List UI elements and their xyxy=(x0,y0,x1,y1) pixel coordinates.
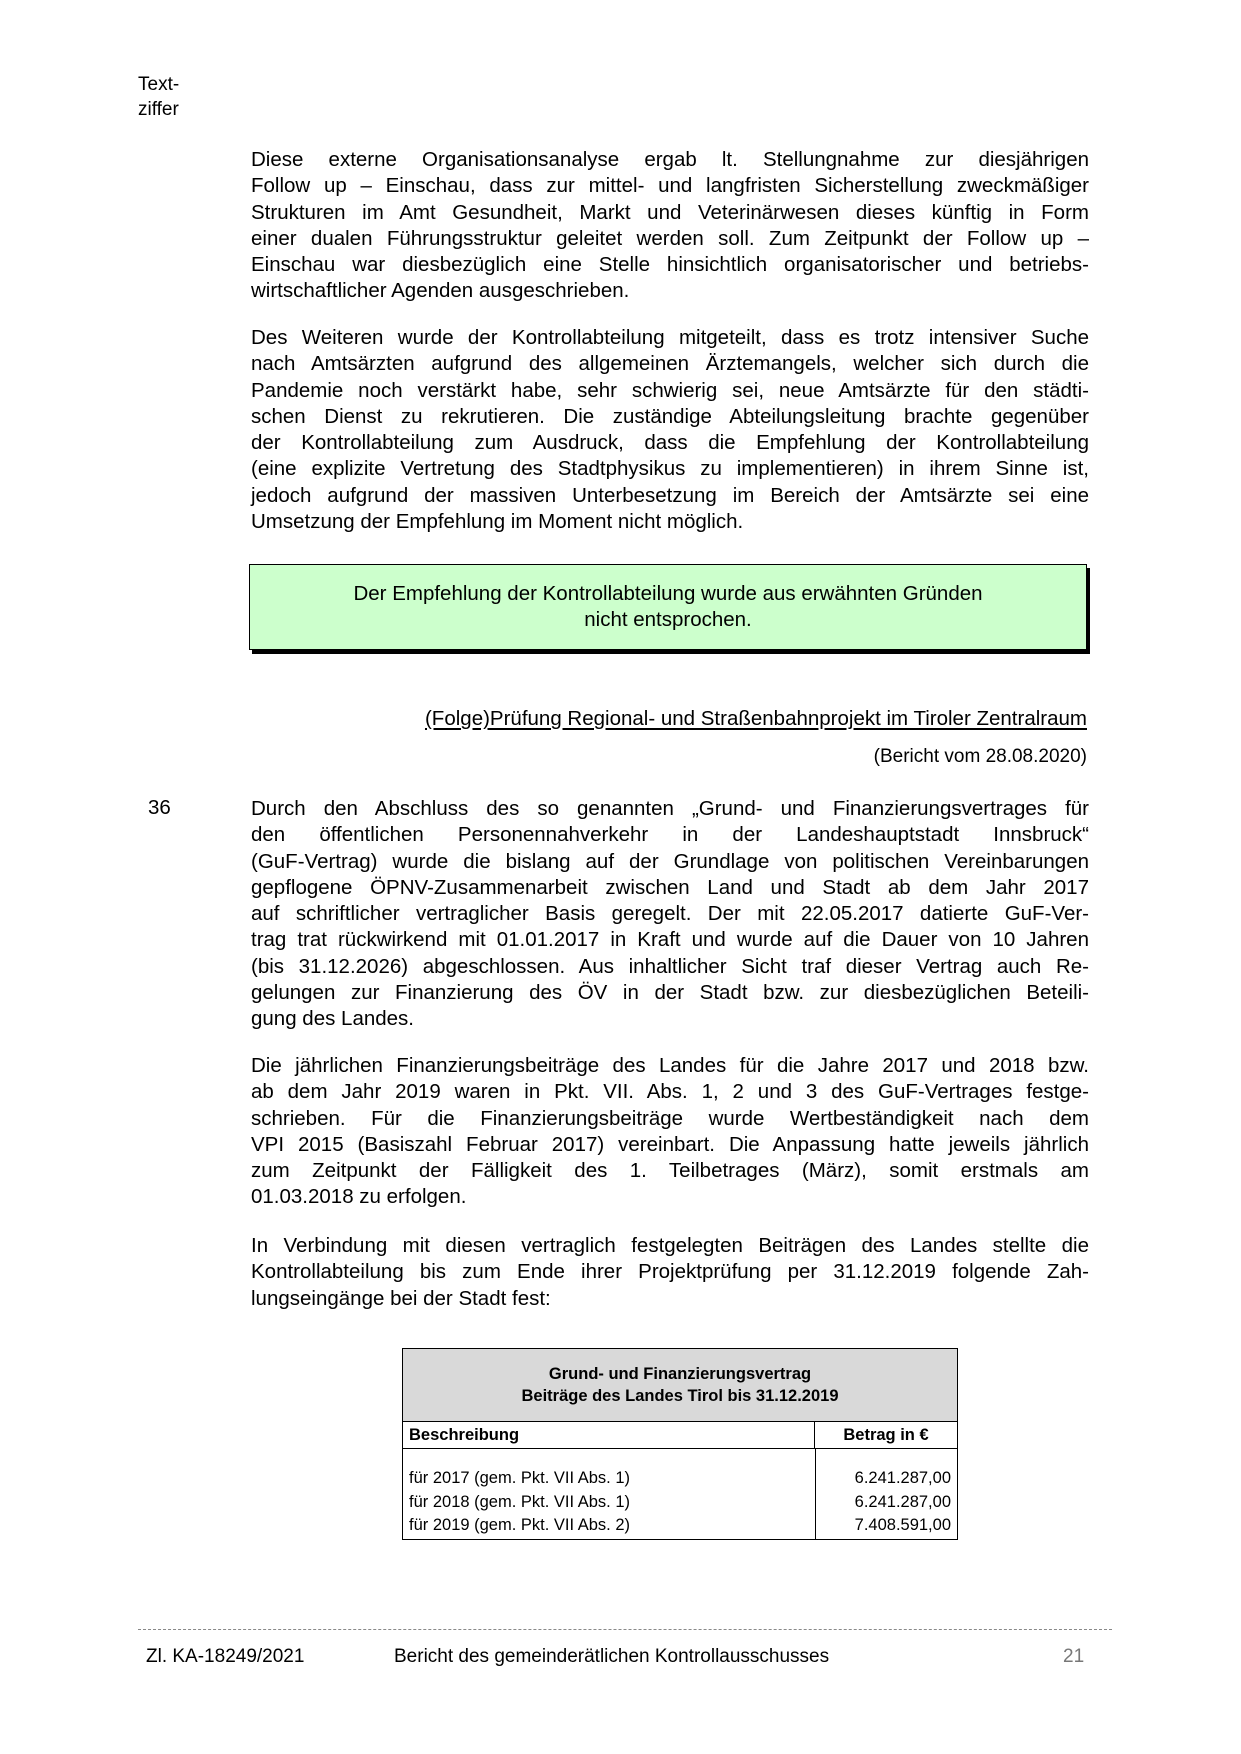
column-header-description: Beschreibung xyxy=(409,1426,520,1444)
table-cell-amount: 6.241.287,00 xyxy=(854,1492,951,1511)
table-header-row xyxy=(403,1422,957,1449)
text-line: In Verbindung mit diesen vertraglich festgelegten Beiträgen des Landes stellte die xyxy=(251,1234,1089,1257)
text-line: Die jährlichen Finanzierungsbeiträge des Landes für die Jahre 2017 und 2018 bzw. xyxy=(251,1054,1089,1077)
text-line: trag trat rückwirkend mit 01.01.2017 in Kraft und wurde auf die Dauer von 10 Jahren xyxy=(251,928,1089,952)
text-line: auf schriftlicher vertraglicher Basis geregelt. Der mit 22.05.2017 datierte GuF-Ver- xyxy=(251,902,1089,926)
text-line: jedoch aufgrund der massiven Unterbesetzung im Bereich der Amtsärzte sei eine xyxy=(251,483,1089,507)
text-line: der Kontrollabteilung zum Ausdruck, dass die Empfehlung der Kontrollabteilung xyxy=(251,431,1089,455)
text-line: Einschau war diesbezüglich eine Stelle hinsichtlich organisatorischer und betriebs- xyxy=(251,253,1089,277)
text-line: gung des Landes. xyxy=(251,1007,414,1031)
text-line: den öffentlichen Personennahverkehr in der Landeshauptstadt Innsbruck“ xyxy=(251,823,1089,847)
footer-title: Bericht des gemeinderätlichen Kontrollausschusses xyxy=(394,1646,830,1667)
text-line: ab dem Jahr 2019 waren in Pkt. VII. Abs. 1, 2 und 3 des GuF-Vertrages festge- xyxy=(251,1080,1089,1104)
text-line: VPI 2015 (Basiszahl Februar 2017) vereinbart. Die Anpassung hatte jeweils jährlich xyxy=(251,1132,1089,1156)
table-body xyxy=(403,1449,957,1539)
text-line: Des Weiteren wurde der Kontrollabteilung mitgeteilt, dass es trotz intensiver Suche xyxy=(251,326,1089,349)
paragraph-organisationsanalyse xyxy=(251,147,1089,305)
text-line: gepflogene ÖPNV-Zusammenarbeit zwischen Land und Stadt ab dem Jahr 2017 xyxy=(251,875,1089,899)
description-column xyxy=(403,1449,815,1539)
text-line: nach Amtsärzten aufgrund des allgemeinen Ärztemangels, welcher sich durch die xyxy=(251,352,1089,376)
text-line: Umsetzung der Empfehlung im Moment nicht möglich. xyxy=(251,510,744,534)
table-cell-description: für 2019 (gem. Pkt. VII Abs. 2) xyxy=(409,1516,631,1534)
text-line: Kontrollabteilung bis zum Ende ihrer Projektprüfung per 31.12.2019 folgende Zah- xyxy=(251,1260,1089,1284)
text-line: gelungen zur Finanzierung des ÖV in der Stadt bzw. zur diesbezüglichen Beteili- xyxy=(251,981,1089,1005)
table-title xyxy=(403,1349,957,1422)
table-cell-description: für 2018 (gem. Pkt. VII Abs. 1) xyxy=(409,1492,631,1511)
table-cell-description: für 2017 (gem. Pkt. VII Abs. 1) xyxy=(409,1469,631,1487)
footer-reference: Zl. KA-18249/2021 xyxy=(146,1646,305,1667)
table-title-line1: Grund- und Finanzierungsvertrag xyxy=(548,1365,812,1383)
amount-column xyxy=(815,1449,957,1539)
text-line: Strukturen im Amt Gesundheit, Markt und Veterinärwesen dieses künftig in Form xyxy=(251,200,1089,224)
table-cell-amount: 6.241.287,00 xyxy=(854,1469,951,1487)
paragraph-zahlungseingaenge xyxy=(251,1233,1089,1312)
margin-label-line1: Text- xyxy=(138,74,180,95)
textziffer-number: 36 xyxy=(148,796,171,819)
text-line: Follow up – Einschau, dass zur mittel- und langfristen Sicherstellung zweckmäßiger xyxy=(251,174,1089,198)
table-cell-amount: 7.408.591,00 xyxy=(854,1516,951,1534)
text-line: schrieben. Für die Finanzierungsbeiträge wurde Wertbeständigkeit nach dem xyxy=(251,1106,1089,1130)
text-line: Diese externe Organisationsanalyse ergab lt. Stellungnahme zur diesjährigen xyxy=(251,148,1089,171)
footer-divider xyxy=(138,1629,1112,1630)
text-line: einer dualen Führungsstruktur geleitet werden soll. Zum Zeitpunkt der Follow up – xyxy=(251,226,1089,250)
text-line: Pandemie noch verstärkt habe, sehr schwierig sei, neue Amtsärzte für den städti- xyxy=(251,378,1089,402)
payments-table xyxy=(402,1348,958,1540)
margin-label-line2: ziffer xyxy=(138,99,179,120)
text-line: (GuF-Vertrag) wurde die bislang auf der Grundlage von politischen Vereinbarungen xyxy=(251,849,1089,873)
text-line: (eine explizite Vertretung des Stadtphysikus zu implementieren) in ihrem Sinne ist, xyxy=(251,457,1089,481)
paragraph-amtsaerzte xyxy=(251,325,1089,535)
margin-label-textziffer xyxy=(138,72,179,122)
text-line: 01.03.2018 zu erfolgen. xyxy=(251,1185,467,1209)
paragraph-guf-vertrag xyxy=(251,796,1089,1033)
text-line: (bis 31.12.2026) abgeschlossen. Aus inhaltlicher Sicht traf dieser Vertrag auch Re- xyxy=(251,954,1089,978)
text-line: zum Zeitpunkt der Fälligkeit des 1. Teilbetrages (März), somit erstmals am xyxy=(251,1159,1089,1183)
paragraph-finanzierungsbeitraege xyxy=(251,1053,1089,1211)
text-line: lungseingänge bei der Stadt fest: xyxy=(251,1286,551,1310)
recommendation-callout xyxy=(249,564,1087,650)
table-title-line2: Beiträge des Landes Tirol bis 31.12.2019 xyxy=(521,1387,839,1405)
text-line: wirtschaftlicher Agenden ausgeschrieben. xyxy=(251,279,630,303)
callout-line1: Der Empfehlung der Kontrollabteilung wurde aus erwähnten Gründen xyxy=(353,582,983,605)
callout-line2: nicht entsprochen. xyxy=(584,608,752,631)
text-line: schen Dienst zu rekrutieren. Die zuständige Abteilungsleitung brachte gegenüber xyxy=(251,404,1089,428)
page-number: 21 xyxy=(1063,1646,1085,1667)
report-date: (Bericht vom 28.08.2020) xyxy=(873,746,1087,767)
column-header-amount: Betrag in € xyxy=(814,1422,957,1448)
text-line: Durch den Abschluss des so genannten „Grund- und Finanzierungsvertrages für xyxy=(251,797,1089,820)
section-title: (Folge)Prüfung Regional- und Straßenbahnprojekt im Tiroler Zentralraum xyxy=(424,707,1087,730)
